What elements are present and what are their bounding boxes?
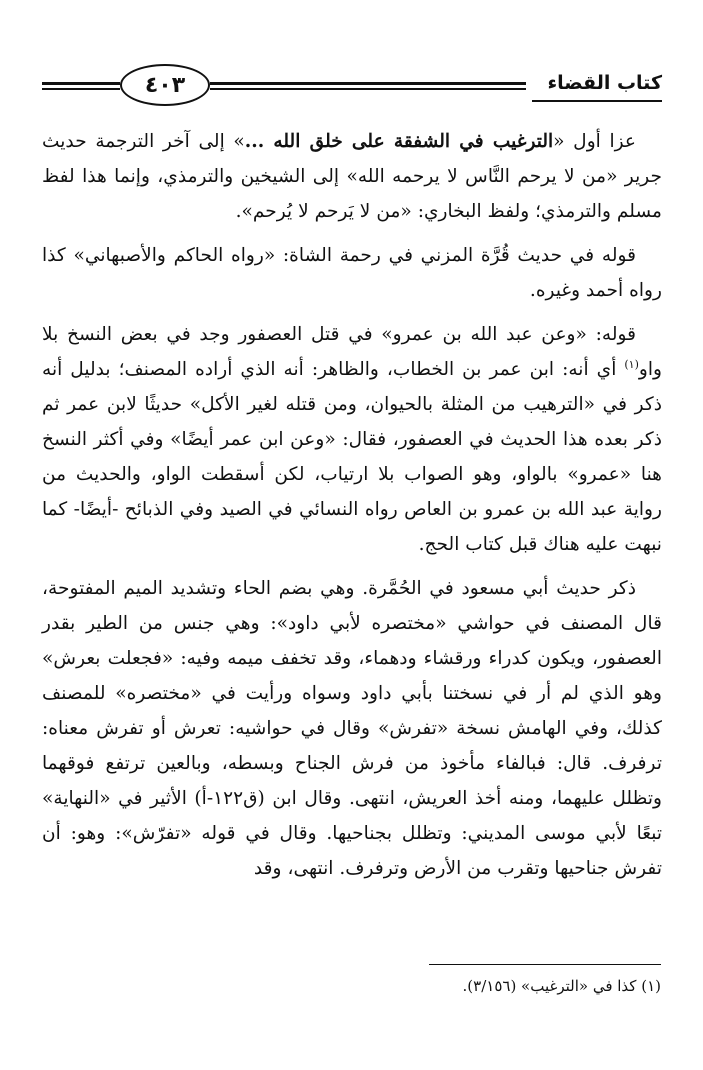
paragraph-2: قوله في حديث قُرَّة المزني في رحمة الشاة: «رواه الحاكم والأصبهاني» كذا رواه أحمد وغيره. — [42, 245, 662, 301]
footnote: (١) كذا في «الترغيب» (٣/١٥٦). — [462, 977, 661, 995]
header-rule-middle — [210, 82, 526, 92]
para1-bold-title: الترغيب في الشفقة على خلق الله ... — [244, 131, 554, 152]
page-header — [42, 60, 662, 110]
footnote-divider — [429, 964, 661, 965]
title-underline — [532, 100, 662, 102]
para1-rest: » إلى آخر الترجمة حديث جرير «من لا يرحم النَّاس لا يرحمه الله» إلى الشيخين والترمذي، وإنما هذا لفظ مسلم والترمذي؛ ولفظ البخاري: «من لا يَرحم لا يُرحم». — [42, 131, 662, 222]
paragraph-4: ذكر حديث أبي مسعود في الحُمَّرة. وهي بضم الحاء وتشديد الميم المفتوحة، قال المصنف في حواشي «مختصره لأبي داود»: وهي جنس من الطير بقدر العصفور، ويكون كدراء ورقشاء ودهماء، وقد تخفف ميمه وفيه: «فجعلت بعرش» وهو الذي لم أر في نسختنا بأبي داود وسواه ورأيت في «مختصره» للمصنف كذلك، وفي الهامش نسخة «تفرش» وقال في حواشيه: تعرش أو تفرش معناه: ترفرف. قال: فبالفاء مأخوذ من فرش الجناح وبسطه، وبالعين ترتفع فوقهما وتظلل عليهما، ومنه أخذ العريش، انتهى. وقال ابن (ق١٢٢-أ) الأثير في «النهاية» تبعًا لأبي موسى المديني: وتظلل بجناحيها. وقال في قوله «تفرّش»: وهو: أن تفرش جناحيها وتقرب من الأرض وترفرف. انتهى، وقد — [42, 578, 662, 879]
paragraph-1 — [42, 124, 662, 229]
footnote-ref[interactable]: (١) — [624, 357, 639, 371]
main-text — [42, 124, 662, 886]
para3-part-b: أي أنه: ابن عمر بن الخطاب، والظاهر: أنه الذي أراده المصنف؛ بدليل أنه ذكر في «الترهيب من المثلة بالحيوان، ومن قتله لغير الأكل» حديثًا لابن عمر ثم ذكر بعده هذا الحديث في العصفور، فقال: «وعن ابن عمر أيضًا» وفي أكثر النسخ هنا «عمرو» بالواو، وهو الصواب بلا ارتياب، لكن أسقطت الواو، والحديث من رواية عبد الله بن عمرو بن العاص رواه النسائي في الصيد وفي الذبائح -أيضًا- كما نبهت عليه هناك قبل كتاب الحج. — [42, 359, 662, 555]
book-title: كتاب القضاء — [547, 72, 662, 94]
paragraph-3 — [42, 317, 662, 562]
para1-intro: عزا أول « — [553, 131, 637, 152]
header-rule-left — [42, 82, 120, 92]
para3-part-a: قوله: «وعن عبد الله بن عمرو» في قتل العصفور وجد في بعض النسخ بلا واو — [42, 324, 662, 380]
page-number: ٤٠٣ — [120, 64, 210, 106]
